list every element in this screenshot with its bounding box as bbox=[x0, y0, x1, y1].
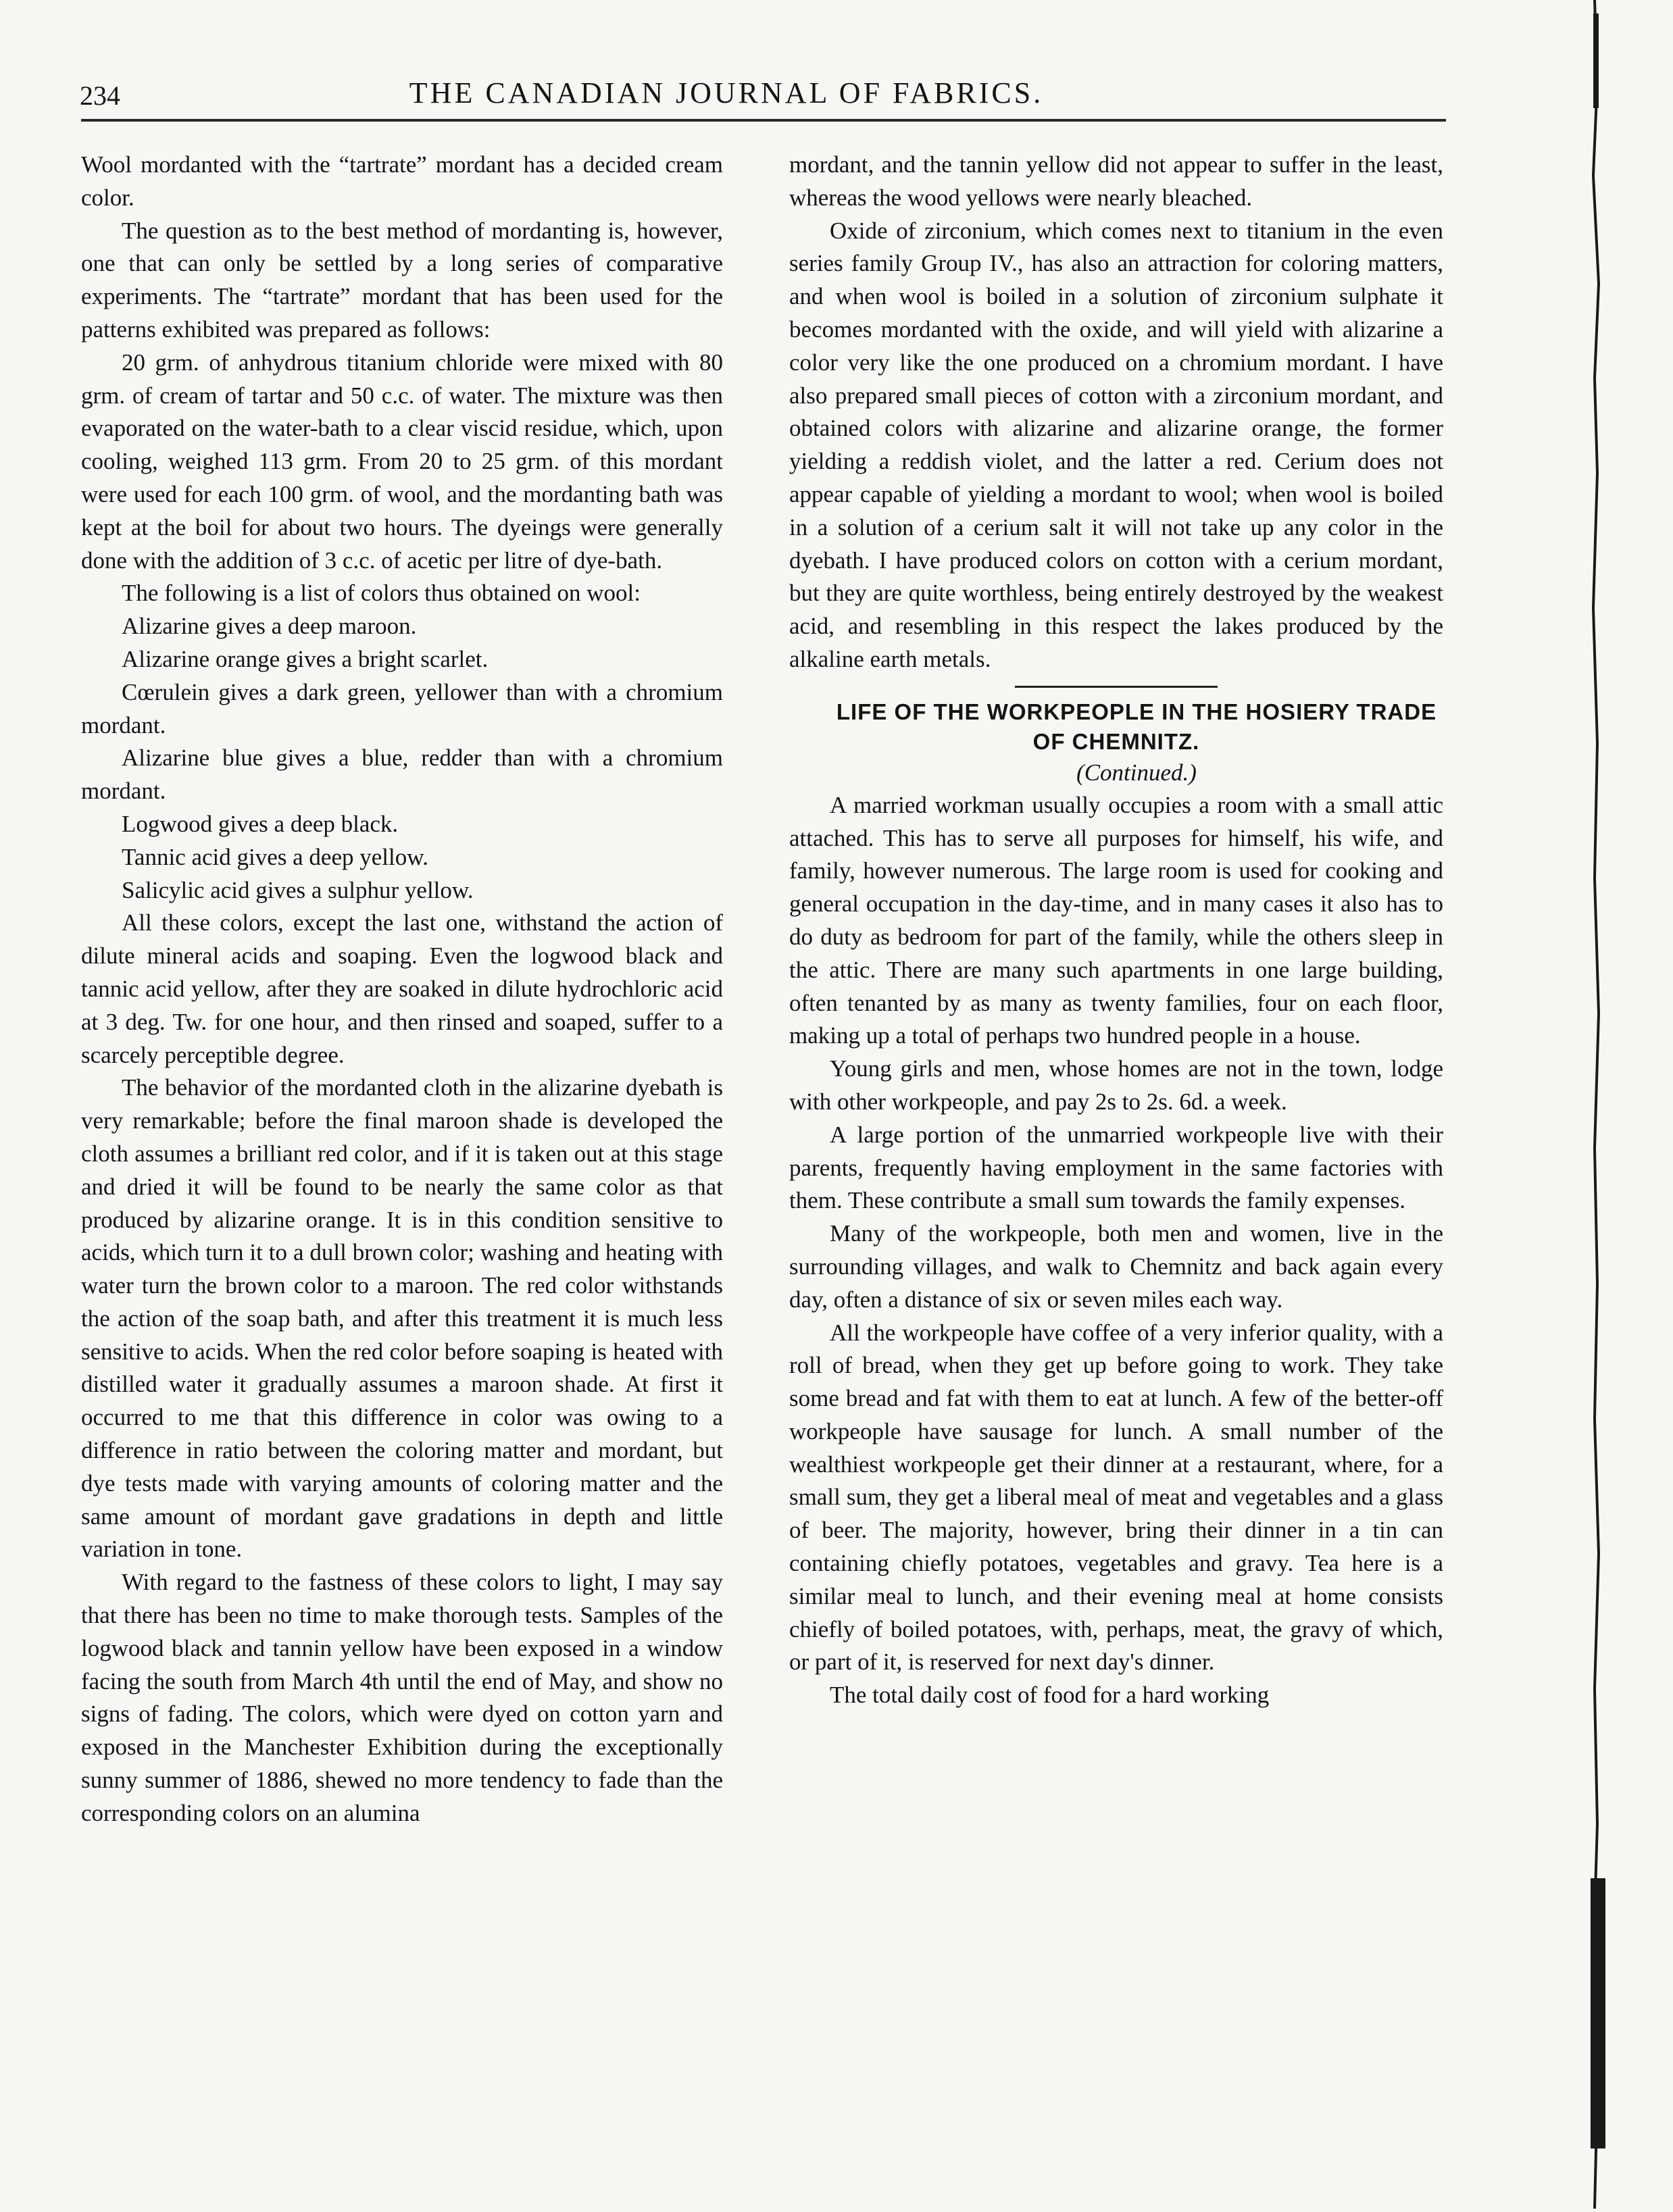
left-column bbox=[81, 149, 723, 1830]
section-rule bbox=[1015, 686, 1218, 688]
paragraph: Young girls and men, whose homes are not in the town, lodge with other workpeople, and pay 2s to 2s. 6d. a week. bbox=[789, 1055, 1443, 1115]
scan-edge-artifact bbox=[1581, 0, 1615, 2209]
page-number: 234 bbox=[80, 80, 120, 111]
section-heading: LIFE OF THE WORKPEOPLE IN THE HOSIERY TRADE OF CHEMNITZ. bbox=[836, 699, 1437, 754]
paragraph: Wool mordanted with the “tartrate” mordant has a decided cream color. bbox=[81, 151, 723, 211]
paragraph: All the workpeople have coffee of a very inferior quality, with a roll of bread, when they get up before going to work. They take some bread and fat with them to eat at lunch. A few of the better-off workpeople have sausage for lunch. A small number of the wealthiest workpeople get their dinner at a restaurant, where, for a small sum, they get a liberal meal of meat and vegetables and a glass of beer. The majority, however, bring their dinner in a tin can containing chiefly potatoes, vegetables and gravy. Tea here is a similar meal to lunch, and their evening meal at home consists chiefly of boiled potatoes, with, perhaps, meat, the gravy of which, or part of it, is reserved for next day's dinner. bbox=[789, 1319, 1443, 1676]
paragraph: Oxide of zirconium, which comes next to titanium in the even series family Group IV., has also an attraction for coloring matters, and when wool is boiled in a solution of zirconium sulphate it becomes mordanted with the oxide, and will yield with alizarine a color very like the one produced on a chromium mordant. I have also prepared small pieces of cotton with a zirconium mordant, and obtained colors with alizarine and alizarine orange, the former yielding a reddish violet, and the latter a red. Cerium does not appear capable of yielding a mordant to wool; when wool is boiled in a solution of a cerium salt it will not take up any color in the dyebath. I have produced colors on cotton with a cerium mordant, but they are quite worthless, being entirely destroyed by the weakest acid, and resembling in this respect the lakes produced by the alkaline earth metals. bbox=[789, 217, 1443, 672]
paragraph: Many of the workpeople, both men and women, live in the surrounding villages, and walk to Chemnitz and back again every day, often a distance of six or seven miles each way. bbox=[789, 1220, 1443, 1313]
paragraph: All these colors, except the last one, withstand the action of dilute mineral acids and soaping. Even the logwood black and tannic acid yellow, after they are soaked in dilute hydrochloric acid at 3 deg. Tw. for one hour, and then rinsed and soaped, suffer to a scarcely perceptible degree. bbox=[81, 909, 723, 1068]
paragraph: The total daily cost of food for a hard working bbox=[830, 1682, 1270, 1709]
paragraph: With regard to the fastness of these colors to light, I may say that there has been no time to make thorough tests. Samples of the logwood black and tannin yellow have been exposed in a window facing the south from March 4th until the end of May, and show no signs of fading. The colors, which were dyed on cotton yarn and exposed in the Manchester Exhibition during the exceptionally sunny summer of 1886, shewed no more tendency to fade than the corresponding colors on an alumina bbox=[81, 1569, 723, 1826]
list-item: Tannic acid gives a deep yellow. bbox=[122, 843, 428, 870]
list-item: Logwood gives a deep black. bbox=[122, 810, 399, 837]
list-item: Cœrulein gives a dark green, yellower than with a chromium mordant. bbox=[81, 678, 723, 738]
paragraph: The question as to the best method of mordanting is, however, one that can only be settled by a long series of comparative experiments. The “tartrate” mordant that has been used for the patterns exhibited was prepared as follows: bbox=[81, 217, 723, 343]
scan-edge-marks bbox=[1581, 0, 1615, 2209]
paragraph: 20 grm. of anhydrous titanium chloride were mixed with 80 grm. of cream of tartar and 50 c.c. of water. The mixture was then evaporated on the water-bath to a clear viscid residue, which, upon cooling, weighed 113 grm. From 20 to 25 grm. of this mordant were used for each 100 grm. of wool, and the mordanting bath was kept at the boil for about two hours. The dyeings were generally done with the addition of 3 c.c. of acetic per litre of dye-bath. bbox=[81, 349, 723, 574]
list-item: Alizarine orange gives a bright scarlet. bbox=[122, 645, 489, 672]
paragraph: A married workman usually occupies a room with a small attic attached. This has to serve all purposes for himself, his wife, and family, however numerous. The large room is used for cooking and general occupation in the day-time, and in many cases it also has to do duty as bedroom for part of the family, while the others sleep in the attic. There are many such apartments in one large building, often tenanted by as many as twenty families, four on each floor, making up a total of perhaps two hundred people in a house. bbox=[789, 791, 1443, 1049]
paragraph: The following is a list of colors thus obtained on wool: bbox=[122, 580, 641, 607]
right-column bbox=[789, 149, 1443, 1712]
paragraph: The behavior of the mordanted cloth in the alizarine dyebath is very remarkable; before the final maroon shade is developed the cloth assumes a brilliant red color, and if it is taken out at this stage and dried it will be found to be nearly the same color as that produced by alizarine orange. It is in this condition sensitive to acids, which turn it to a dull brown color; washing and heating with water turn the brown color to a maroon. The red color withstands the action of the soap bath, and after this treatment it is much less sensitive to acids. When the red color before soaping is heated with distilled water it gradually assumes a maroon shade. At first it occurred to me that this difference in color was owing to a difference in ratio between the coloring matter and mordant, but dye tests made with varying amounts of coloring matter and the same amount of mordant gave gradations in depth and little variation in tone. bbox=[81, 1074, 723, 1563]
header-rule bbox=[81, 119, 1446, 122]
list-item: Salicylic acid gives a sulphur yellow. bbox=[122, 876, 474, 903]
section-subheading: (Continued.) bbox=[1076, 759, 1197, 786]
paragraph: A large portion of the unmarried workpeople live with their parents, frequently having employment in the same factories with them. These contribute a small sum towards the family expenses. bbox=[789, 1121, 1443, 1214]
list-item: Alizarine blue gives a blue, redder than with a chromium mordant. bbox=[81, 745, 723, 805]
list-item: Alizarine gives a deep maroon. bbox=[122, 613, 417, 640]
paragraph: mordant, and the tannin yellow did not appear to suffer in the least, whereas the wood yellows were nearly bleached. bbox=[789, 151, 1443, 211]
journal-title: THE CANADIAN JOURNAL OF FABRICS. bbox=[409, 76, 1044, 109]
